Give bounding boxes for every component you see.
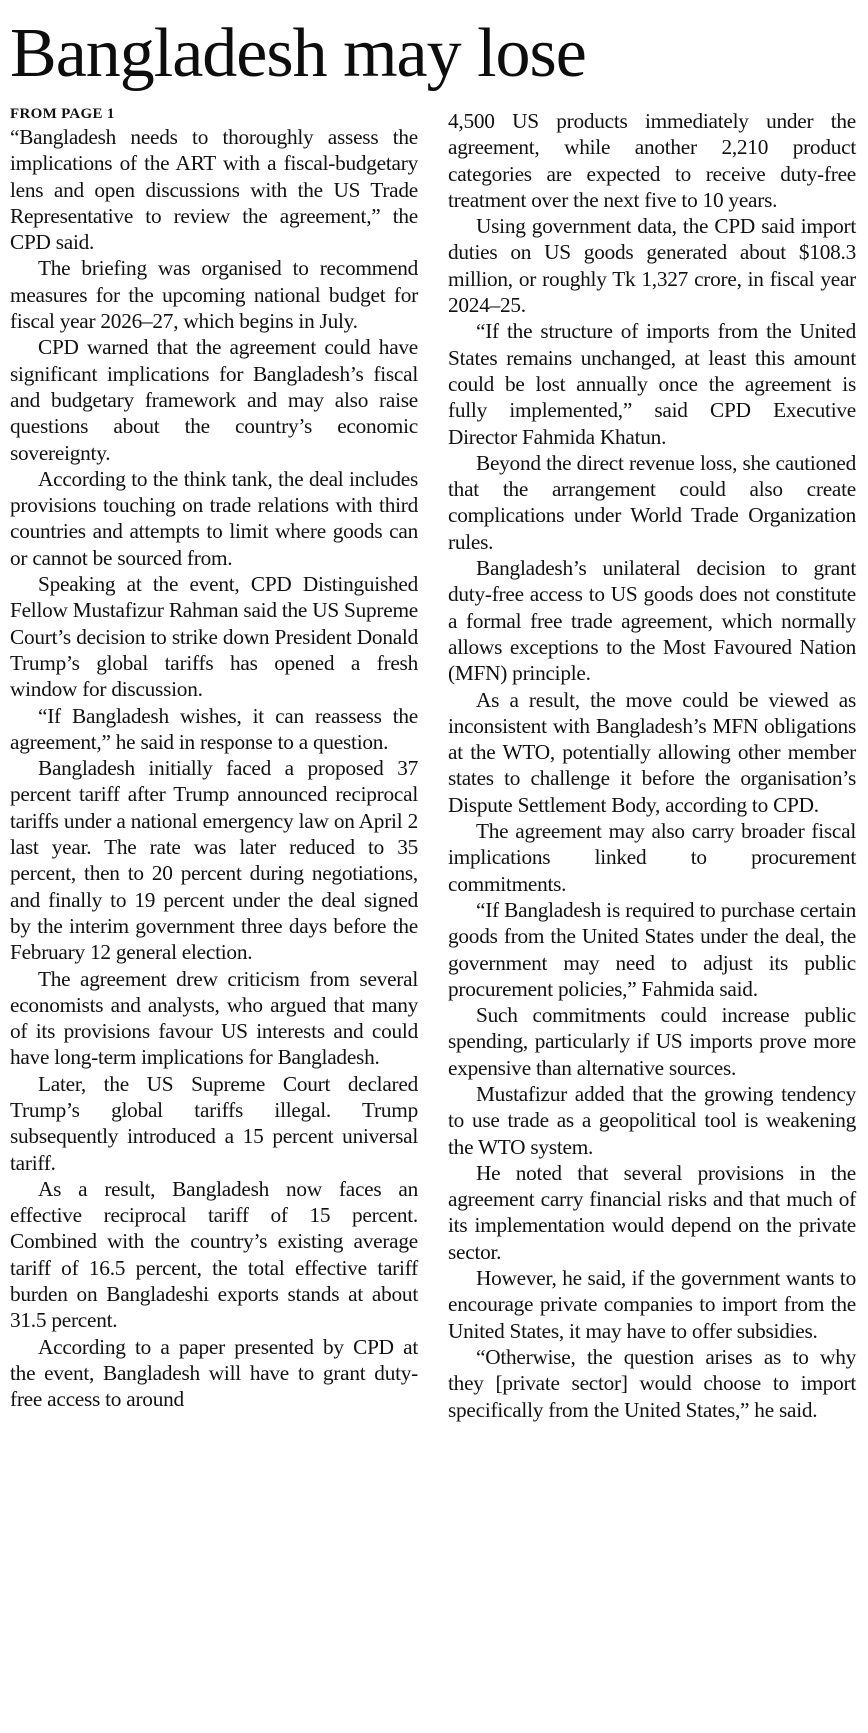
paragraph: According to the think tank, the deal includes provisions touching on trade relations with third countries and attempts to limit where goods can or cannot be sourced from. [10,466,418,570]
paragraph: Beyond the direct revenue loss, she cautioned that the arrangement could also create complications under World Trade Organization rules. [448,450,856,554]
paragraph: “If Bangladesh wishes, it can reassess the agreement,” he said in response to a question. [10,703,418,754]
paragraph: The agreement may also carry broader fiscal implications linked to procurement commitments. [448,819,856,896]
article-column-right [448,108,856,1423]
paragraph: Later, the US Supreme Court declared Trump’s global tariffs illegal. Trump subsequently introduced a 15 percent universal tariff. [10,1071,418,1175]
paragraph: “Bangladesh needs to thoroughly assess the implications of the ART with a fiscal-budgetary lens and open discussions with the US Trade Representative to review the agreement,” the CPD said. [10,125,418,255]
paragraph: However, he said, if the government wants to encourage private companies to import from the United States, it may have to offer subsidies. [448,1266,856,1343]
paragraph: The briefing was organised to recommend measures for the upcoming national budget for fiscal year 2026–27, which begins in July. [10,256,418,334]
paragraph: Such commitments could increase public spending, particularly if US imports prove more expensive than alternative sources. [448,1003,856,1080]
paragraph: “Otherwise, the question arises as to why they [private sector] would choose to import specifically from the United States,” he said. [448,1344,856,1422]
paragraph: Using government data, the CPD said import duties on US goods generated about $108.3 million, or roughly Tk 1,327 crore, in fiscal year 2024–25. [448,214,856,318]
paragraph: “If the structure of imports from the United States remains unchanged, at least this amount could be lost annually once the agreement is fully implemented,” said CPD Executive Director Fahmida Khatun. [448,319,856,449]
paragraph: As a result, Bangladesh now faces an effective reciprocal tariff of 15 percent. Combined with the country’s existing average tariff of 16.5 percent, the total effective tariff burden on Bangladeshi exports stands at about 31.5 percent. [10,1176,418,1333]
paragraph: Mustafizur added that the growing tendency to use trade as a geopolitical tool is weakening the WTO system. [448,1081,856,1159]
article-column-left [10,104,418,1413]
paragraph: CPD warned that the agreement could have significant implications for Bangladesh’s fiscal and budgetary framework and may also raise questions about the country’s economic sovereignty. [10,335,418,465]
paragraph: According to a paper presented by CPD at the event, Bangladesh will have to grant duty-free access to around [10,1334,418,1412]
paragraph: As a result, the move could be viewed as inconsistent with Bangladesh’s MFN obligations at the WTO, potentially allowing other member states to challenge it before the organisation’s Dispute Settlement Body, according to CPD. [448,687,856,817]
headline: Bangladesh may lose [10,15,586,92]
paragraph: Bangladesh initially faced a proposed 37 percent tariff after Trump announced reciprocal tariffs under a national emergency law on April 2 last year. The rate was later reduced to 35 percent, then to 20 percent during negotiations, and finally to 19 percent under the deal signed by the interim government three days before the February 12 general election. [10,756,418,965]
paragraph: 4,500 US products immediately under the agreement, while another 2,210 product categories are expected to receive duty-free treatment over the next five to 10 years. [448,109,856,212]
paragraph: Speaking at the event, CPD Distinguished Fellow Mustafizur Rahman said the US Supreme Court’s decision to strike down President Donald Trump’s global tariffs has opened a fresh window for discussion. [10,572,418,702]
paragraph: He noted that several provisions in the agreement carry financial risks and that much of its implementation would depend on the private sector. [448,1160,856,1264]
continuation-kicker: FROM PAGE 1 [10,106,115,122]
paragraph: “If Bangladesh is required to purchase certain goods from the United States under the deal, the government may need to adjust its public procurement policies,” Fahmida said. [448,897,856,1001]
paragraph: Bangladesh’s unilateral decision to grant duty-free access to US goods does not constitute a formal free trade agreement, which normally allows exceptions to the Most Favoured Nation (MFN) principle. [448,556,856,686]
paragraph: The agreement drew criticism from several economists and analysts, who argued that many of its provisions favour US interests and could have long-term implications for Bangladesh. [10,966,418,1070]
